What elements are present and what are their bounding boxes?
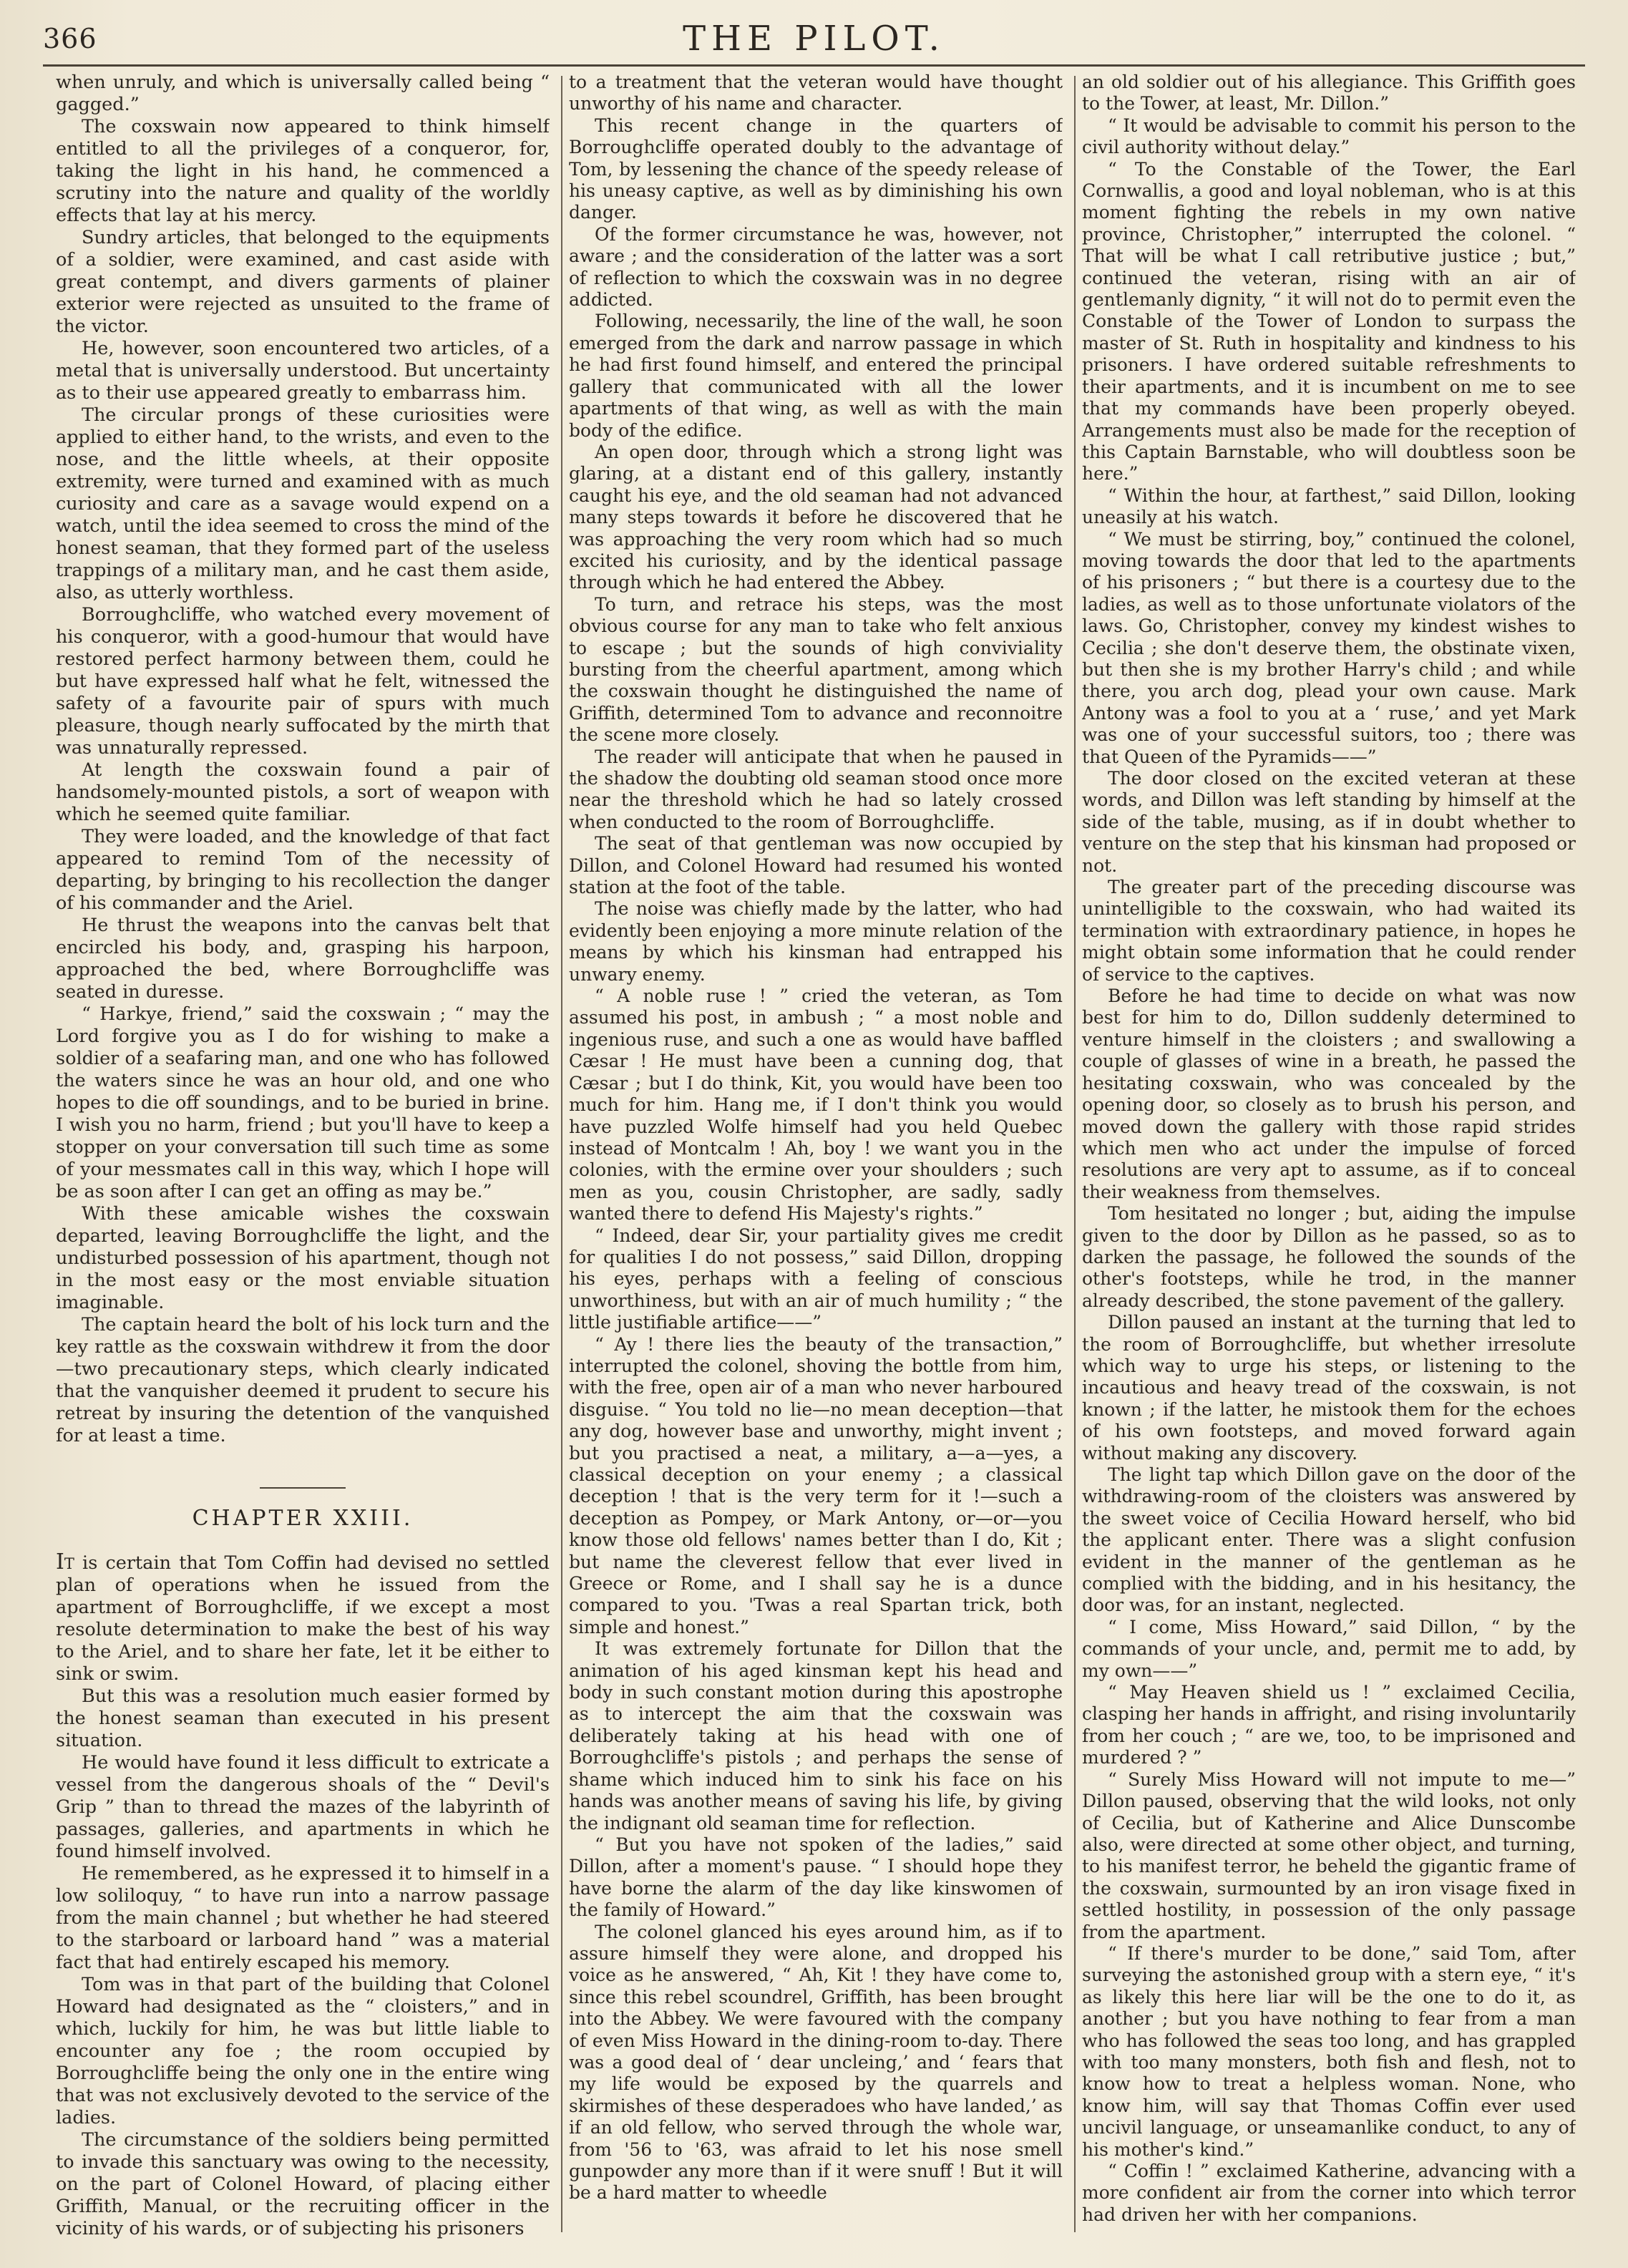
paragraph: when unruly, and which is universally called being “ gagged.” (56, 72, 550, 115)
column-3 (1082, 72, 1576, 2239)
chapter-paragraphs (56, 1685, 550, 2239)
chapter-title: CHAPTER XXIII. (192, 1506, 414, 1531)
paragraph: The captain heard the bolt of his lock turn and the key rattle as the coxswain withdrew it from the door—two precautionary steps, which clearly indicated that the vanquisher deemed it prudent to secure his retreat by insuring the detention of the vanquished for at least a time. (56, 1314, 550, 1446)
paragraph: to a treatment that the veteran would have thought unworthy of his name and character. (569, 72, 1063, 115)
paragraph: “ It would be advisable to commit his person to the civil authority without delay.” (1082, 115, 1576, 158)
paragraph: The greater part of the preceding discourse was unintelligible to the coxswain, who had waited its termination with extraordinary patience, in hopes he might obtain some information that he could render of service to the captives. (1082, 877, 1576, 985)
running-title: THE PILOT. (683, 19, 945, 59)
column-1-paragraphs (56, 72, 550, 1447)
paragraph: Tom hesitated no longer ; but, aiding the impulse given to the door by Dillon as he passed, so as to darken the passage, he followed the sounds of the other's footsteps, while he trod, in the manner already described, the stone pavement of the gallery. (1082, 1203, 1576, 1311)
paragraph: “ We must be stirring, boy,” continued the colonel, moving towards the door that led to the apartments of his prisoners ; “ but there is a courtesy due to the ladies, as well as to those unfortunate violators of the laws. Go, Christopher, convey my kindest wishes to Cecilia ; she don't deserve them, the obstinate vixen, but then she is my brother Harry's child ; and while there, you arch dog, plead your own cause. Mark Antony was a fool to you at a ‘ ruse,’ and yet Mark was one of your successful suitors, too ; there was that Queen of the Pyramids——” (1082, 528, 1576, 767)
paragraph: It was extremely fortunate for Dillon that the animation of his aged kinsman kept his head and body in such constant motion during this apostrophe as to intercept the aim that the coxswain was deliberately taking at his head with one of Borroughcliffe's pistols ; and perhaps the sense of shame which induced him to sink his face on his hands was another means of saving his life, by giving the indignant old seaman time for reflection. (569, 1638, 1063, 1834)
chapter-opening-paragraph (56, 1551, 550, 1685)
paragraph: The door closed on the excited veteran at these words, and Dillon was left standing by himself at the side of the table, musing, as if in doubt whether to venture on the step that his kinsman had proposed or not. (1082, 768, 1576, 876)
paragraph: “ But you have not spoken of the ladies,” said Dillon, after a moment's pause. “ I should hope they have borne the alarm of the day like kinswomen of the family of Howard.” (569, 1834, 1063, 1921)
paragraph: He remembered, as he expressed it to himself in a low soliloquy, “ to have run into a narrow passage from the main channel ; but whether he had steered to the starboard or larboard hand ” was a material fact that had entirely escaped his memory. (56, 1863, 550, 1973)
page-number: 366 (43, 23, 97, 54)
paragraph: “ A noble ruse ! ” cried the veteran, as Tom assumed his post, in ambush ; “ a most noble and ingenious ruse, and such a one as would have baffled Cæsar ! He must have been a cunning dog, that Cæsar ; but I do think, Kit, you would have been too much for him. Hang me, if I don't think you would have puzzled Wolfe himself had you held Quebec instead of Montcalm ! Ah, boy ! we want you in the colonies, with the ermine over your shoulders ; such men as you, cousin Christopher, are sadly, sadly wanted there to defend His Majesty's rights.” (569, 985, 1063, 1225)
paragraph: The reader will anticipate that when he paused in the shadow the doubting old seaman stood once more near the threshold which he had so lately crossed when conducted to the room of Borroughcliffe. (569, 746, 1063, 832)
paragraph: Borroughcliffe, who watched every movement of his conqueror, with a good-humour that would have restored perfect harmony between them, could he but have expressed half what he felt, witnessed the safety of a favourite pair of spurs with much pleasure, though nearly suffocated by the mirth that was unnaturally repressed. (56, 604, 550, 759)
paragraph: The colonel glanced his eyes around him, as if to assure himself they were alone, and dropped his voice as he answered, “ Ah, Kit ! they have come to, since this rebel scoundrel, Griffith, has been brought into the Abbey. We were favoured with the company of even Miss Howard in the dining-room to-day. There was a good deal of ‘ dear uncleing,’ and ‘ fears that my life would be exposed by the quarrels and skirmishes of these desperadoes who have landed,’ as if an old fellow, who served through the whole war, from '56 to '63, was afraid to let his nose smell gunpowder any more than if it were snuff ! But it will be a hard matter to wheedle (569, 1921, 1063, 2204)
chapter-heading (56, 1487, 550, 1529)
paragraph: “ Ay ! there lies the beauty of the transaction,” interrupted the colonel, shoving the bottle from him, with the free, open air of a man who never harboured disguise. “ You told no lie—no mean deception—that any dog, however base and unworthy, might invent ; but you practised a neat, a military, a—a—yes, a classical deception on your enemy ; a classical deception ! that is the very term for it !—such a deception as Pompey, or Mark Antony, or—or—you know those old fellows' names better than I do, Kit ; but name the cleverest fellow that ever lived in Greece or Rome, and I shall say he is a dunce compared to you. 'Twas a real Spartan trick, both simple and honest.” (569, 1333, 1063, 1637)
paragraph: The noise was chiefly made by the latter, who had evidently been enjoying a more minute relation of the means by which his kinsman had entrapped his unwary enemy. (569, 898, 1063, 985)
paragraph: The circular prongs of these curiosities were applied to either hand, to the wrists, and even to the nose, and the little wheels, at their opposite extremity, were turned and examined with as much curiosity and care as a savage would expend on a watch, until the idea seemed to cross the mind of the honest seaman, that they formed part of the useless trappings of a military man, and he cast them aside, also, as utterly worthless. (56, 404, 550, 603)
paragraph: He thrust the weapons into the canvas belt that encircled his body, and, grasping his harpoon, approached the bed, where Borroughcliffe was seated in duresse. (56, 915, 550, 1003)
paragraph: Before he had time to decide on what was now best for him to do, Dillon suddenly determined to venture himself in the cloisters ; and swallowing a couple of glasses of wine in a breath, he passed the hesitating coxswain, who was concealed by the opening door, so closely as to brush his person, and moved down the gallery with those rapid strides which men who act under the impulse of forced resolutions are very apt to assume, as if to conceal their weakness from themselves. (1082, 985, 1576, 1202)
paragraph: “ If there's murder to be done,” said Tom, after surveying the astonished group with a stern eye, “ it's as likely this here liar will be the one to do it, as another ; but you have nothing to fear from a man who has followed the seas too long, and has grappled with too many monsters, both fish and flesh, not to know how to treat a helpless woman. None, who know him, will say that Thomas Coffin ever used uncivil language, or unseamanlike conduct, to any of his mother's kind.” (1082, 1942, 1576, 2160)
page-header (43, 13, 1585, 67)
paragraph: This recent change in the quarters of Borroughcliffe operated doubly to the advantage of Tom, by lessening the chance of the speedy release of his uneasy captive, as well as by diminishing his own danger. (569, 115, 1063, 223)
chapter-opening-text: is certain that Tom Coffin had devised no settled plan of operations when he issued from the apartment of Borroughcliffe, if we except a most resolute determination to make the best of his way to the Ariel, and to share her fate, let it be either to sink or swim. (56, 1552, 550, 1685)
column-divider (1074, 76, 1076, 2232)
paragraph: With these amicable wishes the coxswain departed, leaving Borroughcliffe the light, and the undisturbed possession of his apartment, though not in the most easy or the most enviable situation imaginable. (56, 1203, 550, 1313)
paragraph: But this was a resolution much easier formed by the honest seaman than executed in his present situation. (56, 1685, 550, 1751)
paragraph: “ Surely Miss Howard will not impute to me—” Dillon paused, observing that the wild looks, not only of Cecilia, but of Katherine and Alice Dunscombe also, were directed at some other object, and turning, to his manifest terror, he beheld the gigantic frame of the coxswain, surmounted by an iron visage fixed in settled hostility, in possession of the only passage from the apartment. (1082, 1768, 1576, 1942)
paragraph: “ Coffin ! ” exclaimed Katherine, advancing with a more confident air from the corner into which terror had driven her with her companions. (1082, 2161, 1576, 2225)
column-divider (561, 76, 562, 2232)
paragraph: At length the coxswain found a pair of handsomely-mounted pistols, a sort of weapon with which he seemed quite familiar. (56, 759, 550, 825)
chapter-rule (260, 1487, 346, 1489)
paragraph: an old soldier out of his allegiance. This Griffith goes to the Tower, at least, Mr. Dillon.” (1082, 72, 1576, 115)
chapter-opening-word: It (56, 1549, 74, 1575)
paragraph: Dillon paused an instant at the turning that led to the room of Borroughcliffe, but whether irresolute which way to urge his steps, or listening to the incautious and heavy tread of the coxswain, is not known ; if the latter, he mistook them for the echoes of his own footsteps, and moved forward again without making any discovery. (1082, 1312, 1576, 1464)
paragraph: “ Indeed, dear Sir, your partiality gives me credit for qualities I do not possess,” said Dillon, dropping his eyes, perhaps with a feeling of conscious unworthiness, but with an air of much humility ; “ the little justifiable artifice——” (569, 1225, 1063, 1333)
paragraph: To turn, and retrace his steps, was the most obvious course for any man to take who felt anxious to escape ; but the sounds of high conviviality bursting from the cheerful apartment, among which the coxswain thought he distinguished the name of Griffith, determined Tom to advance and reconnoitre the scene more closely. (569, 593, 1063, 746)
column-2 (569, 72, 1063, 2239)
paragraph: An open door, through which a strong light was glaring, at a distant end of this gallery, instantly caught his eye, and the old seaman had not advanced many steps towards it before he discovered that he was approaching the very room which had so much excited his curiosity, and by the identical passage through which he had entered the Abbey. (569, 441, 1063, 593)
column-1 (56, 72, 550, 2239)
paragraph: Following, necessarily, the line of the wall, he soon emerged from the dark and narrow passage in which he had first found himself, and entered the principal gallery that communicated with all the lower apartments of that wing, as well as with the main body of the edifice. (569, 311, 1063, 441)
paragraph: He would have found it less difficult to extricate a vessel from the dangerous shoals of the “ Devil's Grip ” than to thread the mazes of the labyrinth of passages, galleries, and apartments in which he found himself involved. (56, 1752, 550, 1862)
paragraph: “ Within the hour, at farthest,” said Dillon, looking uneasily at his watch. (1082, 485, 1576, 528)
paragraph: The circumstance of the soldiers being permitted to invade this sanctuary was owing to the necessity, on the part of Colonel Howard, of placing either Griffith, Manual, or the recruiting officer in the vicinity of his wards, or of subjecting his prisoners (56, 2129, 550, 2239)
paragraph: Sundry articles, that belonged to the equipments of a soldier, were examined, and cast aside with great contempt, and divers garments of plainer exterior were rejected as unsuited to the frame of the victor. (56, 227, 550, 337)
paragraph: The seat of that gentleman was now occupied by Dillon, and Colonel Howard had resumed his wonted station at the foot of the table. (569, 833, 1063, 898)
column-2-paragraphs (569, 72, 1063, 2204)
paragraph: Tom was in that part of the building that Colonel Howard had designated as the “ cloisters,” and in which, luckily for him, he was but little liable to encounter any foe ; the room occupied by Borroughcliffe being the only one in the entire wing that was not exclusively devoted to the service of the ladies. (56, 1974, 550, 2128)
paragraph: They were loaded, and the knowledge of that fact appeared to remind Tom of the necessity of departing, by bringing to his recollection the danger of his commander and the Ariel. (56, 826, 550, 914)
paragraph: “ To the Constable of the Tower, the Earl Cornwallis, a good and loyal nobleman, who is at this moment fighting the rebels in my own native province, Christopher,” interrupted the colonel. “ That will be what I call retributive justice ; but,” continued the veteran, rising with an air of gentlemanly dignity, “ it will not do to permit even the Constable of the Tower of London to surpass the master of St. Ruth in hospitality and kindness to his prisoners. I have ordered suitable refreshments to their apartments, and it is incumbent on me to see that my commands have been properly obeyed. Arrangements must also be made for the reception of this Captain Barnstable, who will doubtless soon be here.” (1082, 158, 1576, 485)
paragraph: “ Harkye, friend,” said the coxswain ; “ may the Lord forgive you as I do for wishing to make a soldier of a seafaring man, and one who has followed the waters since he was an hour old, and one who hopes to die off soundings, and to be buried in brine. I wish you no harm, friend ; but you'll have to keep a stopper on your conversation till such time as some of your messmates call in this way, which I hope will be as soon after I can get an offing as may be.” (56, 1003, 550, 1202)
paragraph: “ May Heaven shield us ! ” exclaimed Cecilia, clasping her hands in affright, and rising involuntarily from her couch ; “ are we, too, to be imprisoned and murdered ? ” (1082, 1682, 1576, 1768)
paragraph: Of the former circumstance he was, however, not aware ; and the consideration of the latter was a sort of reflection to which the coxswain was in no degree addicted. (569, 223, 1063, 311)
paragraph: The light tap which Dillon gave on the door of the withdrawing-room of the cloisters was answered by the sweet voice of Cecilia Howard herself, who bid the applicant enter. There was a slight confusion evident in the manner of the gentleman as he complied with the bidding, and in his hesitancy, the door was, for an instant, neglected. (1082, 1464, 1576, 1616)
paragraph: “ I come, Miss Howard,” said Dillon, “ by the commands of your uncle, and, permit me to add, by my own——” (1082, 1616, 1576, 1681)
column-3-paragraphs (1082, 72, 1576, 2226)
paragraph: The coxswain now appeared to think himself entitled to all the privileges of a conqueror, for, taking the light in his hand, he commenced a scrutiny into the nature and quality of the worldly effects that lay at his mercy. (56, 116, 550, 226)
paragraph: He, however, soon encountered two articles, of a metal that is universally understood. But uncertainty as to their use appeared greatly to embarrass him. (56, 338, 550, 404)
text-columns (43, 72, 1596, 2239)
